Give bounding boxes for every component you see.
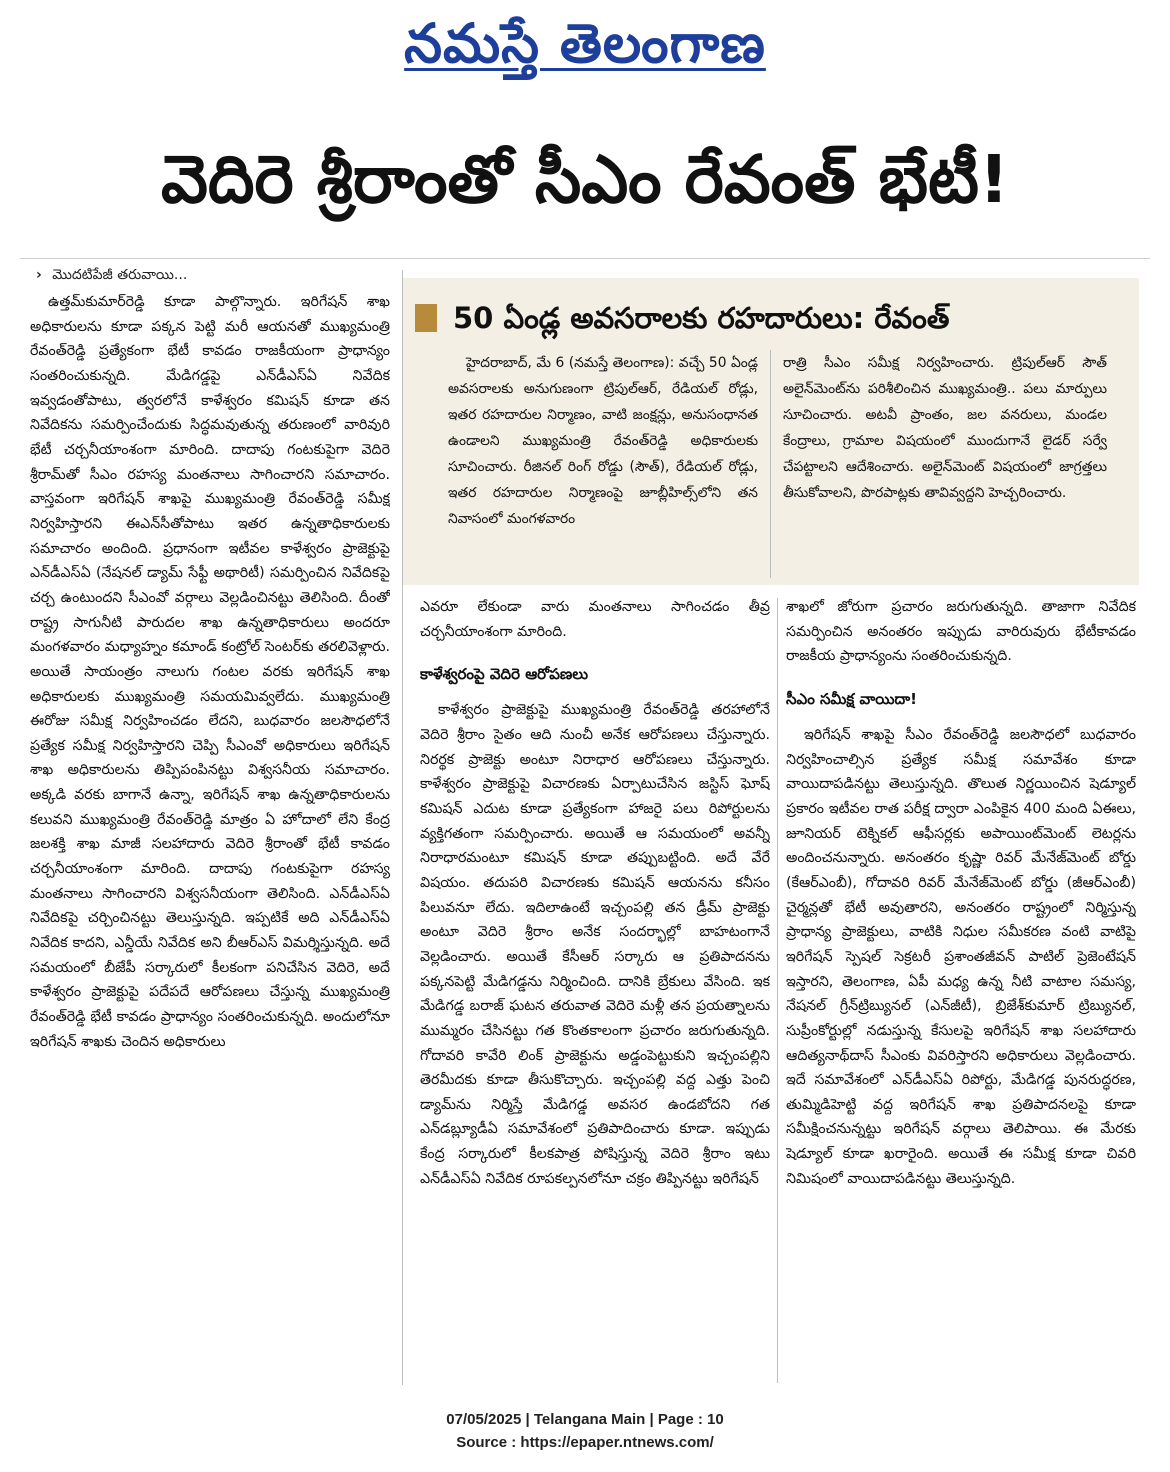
right-column-intro: శాఖలో జోరుగా ప్రచారం జరుగుతున్నది. తాజాగా నివేదిక సమర్పించిన అనంతరం ఇప్పుడు వారిరువురు భేటీకావడం రాజకీయ ప్రాధాన్యంను సంతరించుకున్నది. (786, 599, 1136, 665)
masthead-logo: నమస్తే తెలంగాణ (404, 12, 766, 75)
footer-source-line: Source : https://epaper.ntnews.com/ (456, 1434, 714, 1451)
left-column-text: ఉత్తమ్‌కుమార్‌రెడ్డి కూడా పాల్గొన్నారు. ఇరిగేషన్ శాఖ అధికారులను కూడా పక్కన పెట్టి మరీ ఆయనతో ముఖ్యమంత్రి రేవంత్‌రెడ్డి ప్రత్యేకంగా భేటీ కావడం రాజకీయంగా ప్రాధాన్యం సంతరించుకున్నది. మేడిగడ్డపై ఎన్‌డీఎస్‌ఏ నివేదిక ఇవ్వడంతోపాటు, త్వరలోనే కాళేశ్వరం కమిషన్ కూడా తన నివేదికను సమర్పించేందుకు సిద్ధమవుతున్న తరుణంలో వారివురి భేటీ చర్చనీయాంశంగా మారింది. దాదాపు గంటకుపైగా వెదిరె శ్రీరామ్‌తో సీఎం రహస్య మంతనాలు సాగించారని సమాచారం. వాస్తవంగా ఇరిగేషన్ శాఖపై ముఖ్యమంత్రి రేవంత్‌రెడ్డి సమీక్ష నిర్వహిస్తారని ఈఎన్‌సీతోపాటు ఇతర ఉన్నతాధికారులకు సమాచారం అందింది. ప్రధానంగా ఇటీవల కాళేశ్వరం ప్రాజెక్టుపై ఎన్‌డీఎస్‌ఏ (నేషనల్ డ్యామ్ సేఫ్టీ అథారిటీ) సమర్పించిన నివేదికపై చర్చ ఉంటుందని సీఎంవో వర్గాలు వెల్లడించినట్టు తెలిసింది. దీంతో రాష్ట్ర సాగునీటి పారుదల శాఖ ఉన్నతాధికారులు అందరూ మంగళవారం మధ్యాహ్నం కమాండ్ కంట్రోల్ సెంటర్‌కు తరలివెళ్లారు. అయితే సాయంత్రం నాలుగు గంటల వరకు ఇరిగేషన్ శాఖ అధికారులకు ముఖ్యమంత్రి సమయమివ్వలేదు. ముఖ్యమంత్రి ఈరోజు సమీక్ష నిర్వహించడం లేదని, బుధవారం జలసౌధలోనే ప్రత్యేక సమీక్ష నిర్వహిస్తారని చెప్పి సీఎంవో అధికారులు ఇరిగేషన్ శాఖ అధికారులను తిప్పిపంపినట్టు విశ్వసనీయ సమాచారం. అక్కడి వరకు బాగానే ఉన్నా, ఇరిగేషన్ శాఖ ఉన్నతాధికారులను కలువని ముఖ్యమంత్రి రేవంత్‌రెడ్డి మాత్రం ఏ హోదాలో లేని కేంద్ర జలశక్తి శాఖ మాజీ సలహాదారు వెదిరె శ్రీరాంతో భేటీ కావడం చర్చనీయాంశంగా మారింది. దాదాపు గంటకుపైగా రహస్య మంతనాలు సాగించారని విశ్వసనీయంగా తెలిసింది. ఎన్‌డీఎస్‌ఏ నివేదికపై చర్చించినట్టు తెలుస్తున్నది. ఇప్పటికే అది ఎన్‌డీఎస్‌ఏ నివేదిక కాదని, ఎన్డీయే నివేదిక అని బీఆర్‌ఎస్ విమర్శిస్తున్నది. అదే సమయంలో బీజేపీ సర్కారులో కీలకంగా పనిచేసిన వెదిరె, అదే కాళేశ్వరం ప్రాజెక్టుపై పదేపదే ఆరోపణలు చేస్తున్న ముఖ్యమంత్రి రేవంత్‌రెడ్డి భేటీ కావడం ప్రాధాన్యం సంతరించుకున్నది. అందులోనూ ఇరిగేషన్ శాఖకు చెందిన అధికారులు (30, 294, 390, 1050)
left-column (30, 264, 390, 1389)
middle-subheading: కాళేశ్వరంపై వెదిరె ఆరోపణలు (420, 665, 589, 684)
box-header (415, 298, 1125, 342)
continuation-text: మొదటిపేజీ తరువాయి... (52, 267, 188, 283)
box-column-1 (448, 350, 758, 532)
chevron-right-icon: › (36, 267, 42, 283)
headline-divider (20, 258, 1150, 259)
masthead (0, 6, 1170, 86)
box-title: 50 ఏండ్ల అవసరాలకు రహదారులు: రేవంత్ (453, 301, 950, 335)
headline: వెదిరె శ్రీరాంతో సీఎం రేవంత్ భేటీ! (160, 141, 1009, 218)
box-column-1-text: హైదరాబాద్, మే 6 (నమస్తే తెలంగాణ): వచ్చే 50 ఏండ్ల అవసరాలకు అనుగుణంగా ట్రిపుల్‌ఆర్, రేడియల్ రోడ్లు, ఇతర రహదారుల నిర్మాణం, వాటి జంక్షన్లు, అనుసంధానత ఉండాలని ముఖ్యమంత్రి రేవంత్‌రెడ్డి అధికారులకు సూచించారు. రీజినల్ రింగ్ రోడ్డు (సౌత్), రేడియల్ రోడ్లు, ఇతర రహదారుల నిర్మాణంపై జూబ్లీహిల్స్‌లోని తన నివాసంలో మంగళవారం (448, 355, 758, 527)
right-subheading: సీఎం సమీక్ష వాయిదా! (786, 689, 917, 708)
footer-date-line: 07/05/2025 | Telangana Main | Page : 10 (446, 1411, 724, 1428)
highlight-box (403, 278, 1139, 585)
right-column (786, 595, 1136, 1385)
box-column-2-text: రాత్రి సీఎం సమీక్ష నిర్వహించారు. ట్రిపుల్‌ఆర్ సౌత్ అలైన్‌మెంట్‌ను పరిశీలించిన ముఖ్యమంత్రి.. పలు మార్పులు సూచించారు. అటవీ ప్రాంతం, జల వనరులు, మండల కేంద్రాలు, గ్రామాల విషయంలో ముందుగానే లైడర్ సర్వే చేపట్టాలని ఆదేశించారు. అలైన్‌మెంట్ విషయంలో జాగ్రత్తలు తీసుకోవాలని, పొరపాట్లకు తావివ్వద్దని హెచ్చరించారు. (783, 355, 1107, 501)
page-footer (0, 1408, 1170, 1454)
box-square-icon (415, 304, 437, 332)
middle-column-intro: ఎవరూ లేకుండా వారు మంతనాలు సాగించడం తీవ్ర చర్చనీయాంశంగా మారింది. (420, 599, 770, 640)
middle-column-text: కాళేశ్వరం ప్రాజెక్టుపై ముఖ్యమంత్రి రేవంత్‌రెడ్డి తరహాలోనే వెదిరె శ్రీరాం సైతం ఆది నుంచీ అనేక ఆరోపణలు చేస్తున్నారు. నిరర్థక ప్రాజెక్టు అంటూ నిరాధార ఆరోపణలు చేస్తున్నారు. కాళేశ్వరం ప్రాజెక్టుపై విచారణకు ఏర్పాటుచేసిన జస్టిస్ ఘోష్ కమిషన్ ఎదుట కూడా ప్రత్యేకంగా హాజరై పలు రిపోర్టులను వ్యక్తిగతంగా సమర్పించారు. అయితే ఆ సమయంలో అవన్నీ నిరాధారమంటూ కమిషన్ కూడా తప్పుబట్టింది. అదే వేరే విషయం. తదుపరి విచారణకు కమిషన్ ఆయనను కనీసం పిలువనూ లేదు. ఇదిలాఉంటే ఇచ్చంపల్లి తన డ్రీమ్ ప్రాజెక్టు అంటూ వెదిరె శ్రీరాం అనేక సందర్భాల్లో బాహటంగానే వెల్లడించారు. అయితే కేసీఆర్ సర్కారు ఆ ప్రతిపాదనను పక్కనపెట్టి మేడిగడ్డను నిర్మించింది. దానికి బ్రేకులు వేసింది. ఇక మేడిగడ్డ బరాజ్ ఘటన తరువాత వెదిరె మళ్లీ తన ప్రయత్నాలను ముమ్మరం చేసినట్టు గత కొంతకాలంగా ప్రచారం జరుగుతున్నది. గోదావరి కావేరి లింక్ ప్రాజెక్టును అడ్డంపెట్టుకుని ఇచ్చంపల్లిని తెరమీదకు కూడా తీసుకొచ్చారు. ఇచ్చంపల్లి వద్ద ఎత్తు పెంచి డ్యామ్‌ను నిర్మిస్తే మేడిగడ్డ అవసర ఉండబోదని గత ఎన్‌డబ్ల్యూడీఏ సమావేశంలో ప్రతిపాదించారు కూడా. ఇప్పుడు కేంద్ర సర్కారులో కీలకపాత్ర పోషిస్తున్న వెదిరె శ్రీరాం ఇటు ఎన్‌డీఎస్‌ఏ నివేదిక రూపకల్పనలోనూ చక్రం తిప్పినట్టు ఇరిగేషన్ (420, 702, 770, 1187)
continuation-label (36, 264, 390, 286)
box-column-divider (770, 350, 771, 578)
right-column-text: ఇరిగేషన్ శాఖపై సీఎం రేవంత్‌రెడ్డి జలసౌధలో బుధవారం నిర్వహించాల్సిన ప్రత్యేక సమీక్ష సమావేశం కూడా వాయిదాపడినట్టు తెలుస్తున్నది. తొలుత నిర్ణయించిన షెడ్యూల్ ప్రకారం ఇటీవల రాత పరీక్ష ద్వారా ఎంపికైన 400 మంది ఏఈలు, జూనియర్ టెక్నికల్ ఆఫీసర్లకు అపాయింట్‌మెంట్ లెటర్లను అందించనున్నారు. అనంతరం కృష్ణా రివర్ మేనేజ్‌మెంట్ బోర్డు (కేఆర్‌ఎంబీ), గోదావరి రివర్ మేనేజ్‌మెంట్ బోర్డు (జీఆర్‌ఎంబీ) చైర్మన్లతో భేటీ అవుతారని, అనంతరం రాష్ట్రంలో నిర్మిస్తున్న ప్రాధాన్య ప్రాజెక్టులు, వాటికి నిధుల సమీకరణ వంటి వాటిపై ఇరిగేషన్ స్పెషల్ సెక్రటరీ ప్రశాంతజీవన్ పాటిల్ ప్రెజెంటేషన్ ఇస్తారని, తెలంగాణ, ఏపీ మధ్య ఉన్న నీటి వాటాల సమస్య, నేషనల్ గ్రీన్‌ట్రిబ్యునల్ (ఎన్‌జీటీ), బ్రిజేశ్‌కుమార్ ట్రిబ్యునల్, సుప్రీంకోర్టుల్లో నడుస్తున్న కేసులపై ఇరిగేషన్ శాఖ సలహాదారు ఆదిత్యనాథ్‌దాస్ సీఎంకు వివరిస్తారని అధికారులు వెల్లడించారు. ఇదే సమావేశంలో ఎన్‌డీఎస్‌ఏ రిపోర్టు, మేడిగడ్డ పునరుద్ధరణ, తుమ్మిడిహెట్టి వద్ద ఇరిగేషన్ శాఖ ప్రతిపాదనలపై కూడా సమీక్షించనున్నట్టు ఇరిగేషన్ వర్గాలు తెలిపాయి. ఈ మేరకు షెడ్యూల్ కూడా ఖరారైంది. అయితే ఈ సమీక్ష కూడా చివరి నిమిషంలో వాయిదాపడినట్టు తెలుస్తున్నది. (786, 726, 1136, 1187)
box-column-2 (783, 350, 1107, 506)
column-divider-right (777, 598, 778, 1383)
middle-column (420, 595, 770, 1385)
